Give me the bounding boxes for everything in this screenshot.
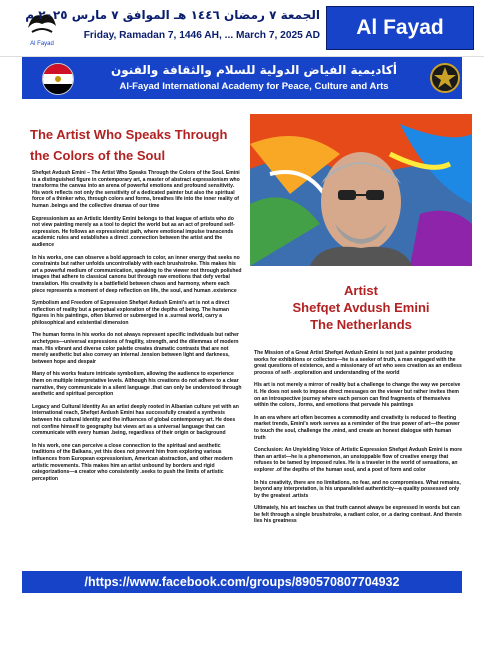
artist-caption [250,282,472,333]
paragraph: Expressionism as an Artistic Identity Emini belongs to that league of artists who do not view painting merely as a tool to depict the world but as an act of profound self-expression. He follows an expressionist path, where emotional impulse transcends academic rules and establishes a direct .connection between the artist and the audience [32,215,235,248]
article-left-column [32,170,242,488]
artist-name: Shefqet Avdush Emini [292,300,430,315]
facebook-group-link[interactable]: /https://www.facebook.com/groups/890570807704932 [22,571,462,593]
egypt-flag-icon [42,63,74,95]
paragraph: In an era where art often becomes a commodity and creativity is reduced to fleeting market trends, Emini's work serves as a reminder of the true power of art—the power to touch the soul, challenge the .mind, and create an honest dialogue with human truth [254,414,460,441]
paragraph: Ultimately, his art teaches us that truth cannot always be expressed in words but can be felt through a single brushstroke, a radiant color, or .a daring contrast. And therein lies his greatness [254,505,462,525]
artist-photo [250,114,472,266]
paragraph: His art is not merely a mirror of reality but a challenge to change the way we perceive it. He does not seek to impose direct messages on the viewer but rather invites them on an introspective journey where each person can find fragments of themselves within the colors, .forms, and emotions that pervade his paintings [254,382,461,409]
paragraph: In his works, one can observe a bold approach to color, an inner energy that seeks no constraints but rather unfolds uncontrollably with each brushstroke. This makes his art a powerful medium of communication, speaking to the viewer not through polished images that adhere to classical canons but through raw emotions that defy verbal translation. His creativity is a battlefield between chaos and harmony, where each piece represents a moment of deep reflection on life, the soul, and human .existence [32,254,242,294]
paragraph: Shefqet Avdush Emini – The Artist Who Speaks Through the Colors of the Soul. Emini is a distinguished figure in contemporary art, a master of abstract expressionism who transforms the canvas into an arena of powerful emotions and profound sensitivity. His work reflects not only the sensitivity of a dedicated painter but also the spiritual force of a thinker who, through colors and forms, breathes life into the inner reality of human .beings and the collective dramas of our time [32,170,240,209]
paragraph: Many of his works feature intricate symbolism, allowing the audience to experience them on multiple interpretative levels. Although his creations do not adhere to a clear narrative, they communicate in a silent language .that can only be understood through aesthetic and spiritual perception [32,371,242,398]
logo-text: Al Fayad [30,41,54,47]
date-arabic: الجمعة ٧ رمضان ١٤٤٦ هـ الموافق ٧ مارس ٢٠٢٥ م [25,8,320,22]
paragraph: The human forms in his works do not always represent specific individuals but rather archetypes—universal expressions of fragility, strength, and the dilemmas of modern man. His vibrant and diverse color palette creates dramatic contrasts that are not merely aesthetic but also convey an internal .tension between light and darkness, between hope and despair [32,332,239,365]
paragraph: Conclusion: An Unyielding Voice of Artistic Expression Shefqet Avdush Emini is more than an artist—he is a phenomenon, an unstoppable flow of creative energy that refuses to be tamed by imposed rules. He is a traveler in the world of sensations, an explorer .of the depths of the human soul, and a poet of form and color [254,447,463,473]
paragraph: The Mission of a Great Artist Shefqet Avdush Emini is not just a painter producing works for exhibitions or collectors—he is a seeker of truth, a man engaged with the great questions of existence, and a missionary of art who sees creation as an endless process of self- .exploration and understanding of the world [254,350,462,376]
brand-title: Al Fayad [326,6,474,50]
academy-name-arabic: أكاديمية الفياض الدولية للسلام والثقافة والفنون [110,63,398,77]
artist-caption-label: Artist [344,283,378,298]
date-english: Friday, Ramadan 7, 1446 AH, ... March 7, 2025 AD [83,30,320,41]
artist-country: The Netherlands [310,317,412,332]
academy-emblem-icon [430,61,460,95]
academy-banner [22,57,462,99]
paragraph: Symbolism and Freedom of Expression Shefqet Avdush Emini's art is not a direct reflection of reality but a perpetual exploration of the depths of being. The human figures in his paintings, often blurred or submerged in a .surreal world, carry a philosophical and existential dimension [32,300,230,326]
header [0,0,484,57]
paragraph: Legacy and Cultural Identity As an artist deeply rooted in Albanian culture yet with an international reach, Shefqet Avdush Emini has successfully created a synthesis between his cultural identity and the influences of global contemporary art. He does not confine himself to geography but views art as a universal language that can communicate with every human .being, regardless of their origin or background [32,403,239,437]
paragraph: In his work, one can perceive a close connection to the spiritual and aesthetic traditions of the Balkans, yet this does not prevent him from exploring various influences from European expressionism, American abstraction, and other modern artistic movements. This makes him an artist unbound by borders and rigid categorizations—a creator who consistently .seeks to push the limits of artistic perception [32,442,233,482]
academy-name-english: Al-Fayad International Academy for Peace, Culture and Arts [119,81,389,92]
article-right-column [254,350,464,531]
article-title: The Artist Who Speaks Through the Colors of the Soul [30,127,228,163]
paragraph: In his creativity, there are no limitations, no fear, and no compromises. What remains, beyond any interpretation, is his unparalleled authenticity—a quality possessed only by the greatest .artists [254,479,461,499]
